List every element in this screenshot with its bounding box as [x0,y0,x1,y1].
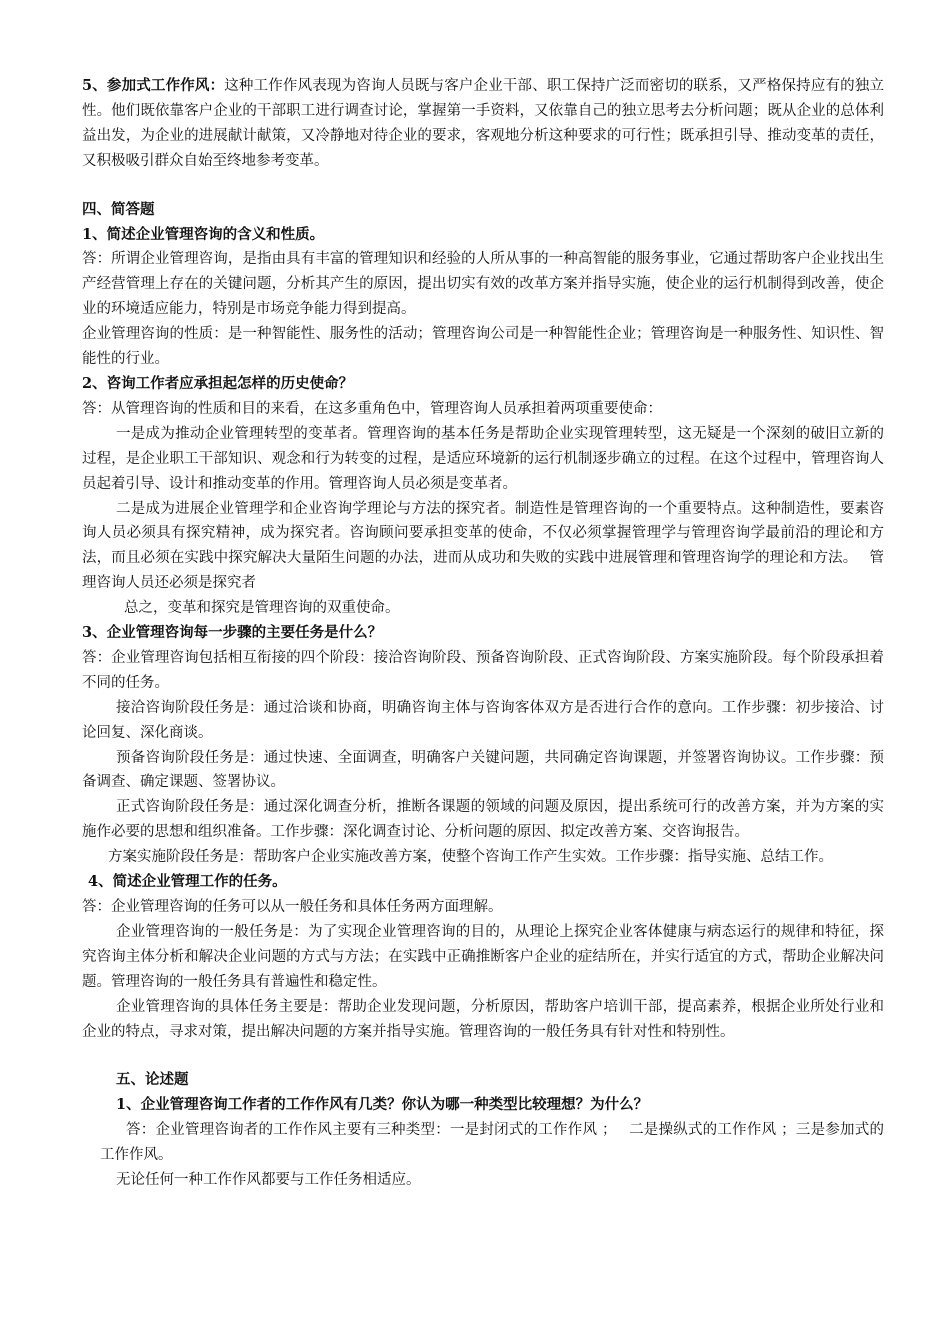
document-page [82,74,884,1193]
section4-q3-question: 3、企业管理咨询每一步骤的主要任务是什么？ [82,624,383,642]
section4-q4-answer-2: 企业管理咨询的一般任务是：为了实现企业管理咨询的目的，从理论上探究企业客体健康与病态运行的规律和特征，探究咨询主体分析和解决企业问题的方式与方法；在实践中正确推断客户企业的症结所在，并实行适宜的方式，帮助企业解决问题。管理咨询的一般任务具有普遍性和稳定性。 [82,923,884,990]
section4-q3-answer-2: 接洽咨询阶段任务是：通过洽谈和协商，明确咨询主体与咨询客体双方是否进行合作的意向。工作步骤：初步接洽、讨论回复、深化商谈。 [82,699,884,741]
section5-q1-question: 1、企业管理咨询工作者的工作作风有几类？你认为哪一种类型比较理想？为什么？ [116,1096,649,1114]
section4-q4-answer-1: 答：企业管理咨询的任务可以从一般任务和具体任务两方面理解。 [82,899,503,915]
spacer [82,1044,884,1068]
section4-q2-answer-4: 总之，变革和探究是管理咨询的双重使命。 [124,600,400,617]
section4-q2-answer-2: 一是成为推动企业管理转型的变革者。管理咨询的基本任务是帮助企业实现管理转型，这无疑是一个深刻的破旧立新的过程，是企业职工干部知识、观念和行为转变的过程，是适应环境新的运行机制逐步确立的过程。在这个过程中，管理咨询人员起着引导、设计和推动变革的作用。管理咨询人员必须是变革者。 [82,425,884,492]
section5-title: 五、论述题 [116,1071,189,1089]
section4-q1-question: 1、简述企业管理咨询的含义和性质。 [82,225,325,243]
section4-q3-answer-1: 答：企业管理咨询包括相互衔接的四个阶段：接洽咨询阶段、预备咨询阶段、正式咨询阶段、方案实施阶段。每个阶段承担着不同的任务。 [82,649,884,691]
section5-q1-answer-2: 无论任何一种工作作风都要与工作任务相适应。 [116,1172,421,1189]
item5-text: 这种工作作风表现为咨询人员既与客户企业干部、职工保持广泛而密切的联系，又严格保持应有的独立性。他们既依靠客户企业的干部职工进行调查讨论，掌握第一手资料，又依靠自己的独立思考去分析问题；既从企业的总体利益出发，为企业的进展献计献策，又冷静地对待企业的要求，客观地分析这种要求的可行性；既承担引导、推动变革的责任，又积极吸引群众自始至终地参考变革。 [82,78,885,169]
section4-q3-answer-5: 方案实施阶段任务是：帮助客户企业实施改善方案，使整个咨询工作产生实效。工作步骤：指导实施、总结工作。 [108,849,833,866]
section4-q3-answer-4: 正式咨询阶段任务是：通过深化调查分析，推断各课题的领域的问题及原因，提出系统可行的改善方案，并为方案的实施作必要的思想和组织准备。工作步骤：深化调查讨论、分析问题的原因、拟定改善方案、交咨询报告。 [82,799,884,841]
section4-title: 四、简答题 [82,200,155,218]
section4-q1-answer-2: 企业管理咨询的性质：是一种智能性、服务性的活动；管理咨询公司是一种智能性企业；管理咨询是一种服务性、知识性、智能性的行业。 [82,326,884,368]
spacer [82,174,884,198]
section4-q2-question: 2、咨询工作者应承担起怎样的历史使命？ [82,374,354,392]
paragraph-item5 [82,74,884,174]
item5-label: 5、参加式工作作风 [82,77,210,94]
section4-q1-answer-1: 答：所谓企业管理咨询，是指由具有丰富的管理知识和经验的人所从事的一种高智能的服务事业，它通过帮助客户企业找出生产经营管理上存在的关键问题，分析其产生的原因，提出切实有效的改革方案并指导实施，使企业的运行机制得到改善，使企业的环境适应能力，特别是市场竞争能力得到提高。 [82,251,884,318]
item5-colon: ： [209,77,225,94]
section4-q2-answer-3: 二是成为进展企业管理学和企业咨询学理论与方法的探究者。制造性是管理咨询的一个重要特点。这种制造性，要素咨询人员必须具有探究精神，成为探究者。咨询顾问要承担变革的使命，不仅必须掌握管理学与管理咨询学最前沿的理论和方法，而且必须在实践中探究解决大量陌生问题的办法，进而从成功和失败的实践中进展管理和管理咨询学的理论和方法。 管理咨询人员还必须是探究者 [82,500,884,592]
section4-q2-answer-1: 答：从管理咨询的性质和目的来看，在这多重角色中，管理咨询人员承担着两项重要使命： [82,400,662,417]
section5-q1-answer-block [82,1118,884,1193]
section5-q1-answer-1: 答：企业管理咨询者的工作作风主要有三种类型：一是封闭式的工作作风 ； 二是操纵式的工作作风 ；三是参加式的工作作风。 [100,1122,884,1164]
section4-q3-answer-3: 预备咨询阶段任务是：通过快速、全面调查，明确客户关键问题，共同确定咨询课题，并签署咨询协议。工作步骤：预备调查、确定课题、签署协议。 [82,749,884,791]
section4-q4-question: 4、简述企业管理工作的任务。 [88,873,287,891]
section4-q4-answer-3: 企业管理咨询的具体任务主要是：帮助企业发现问题，分析原因，帮助客户培训干部，提高素养，根据企业所处行业和企业的特点，寻求对策，提出解决问题的方案并指导实施。管理咨询的一般任务具有针对性和特别性。 [82,998,884,1040]
